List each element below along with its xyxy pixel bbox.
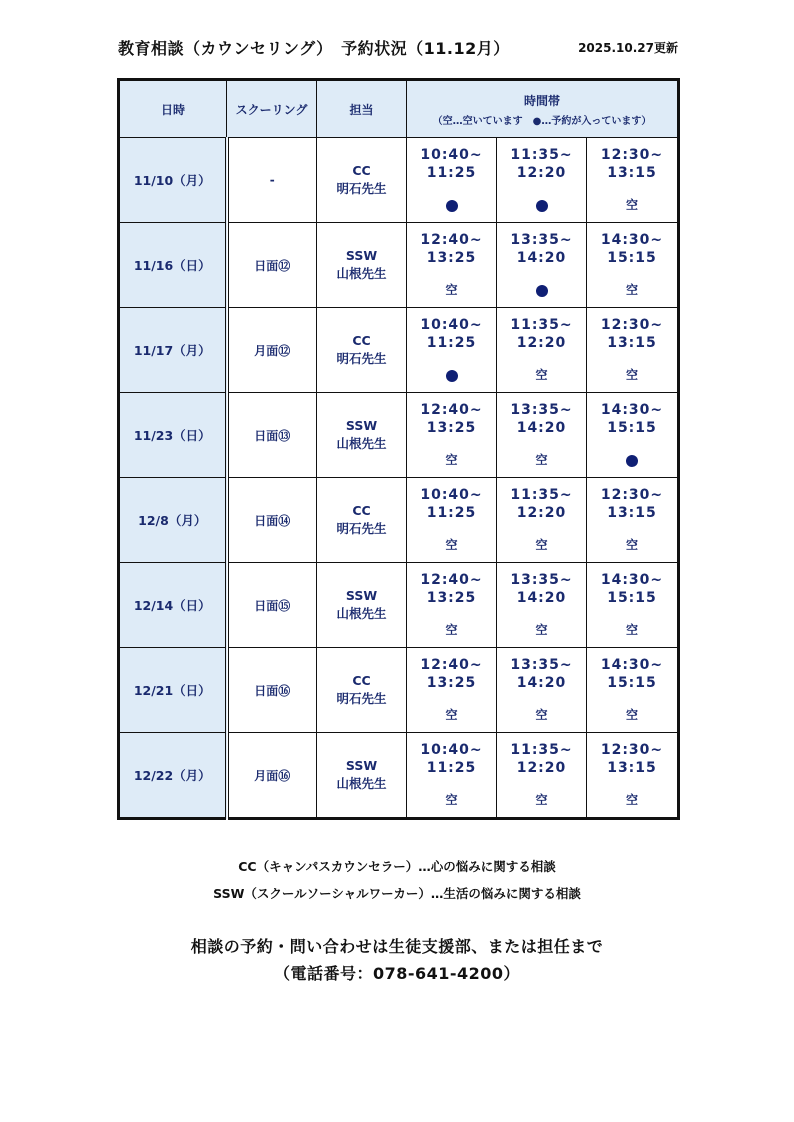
staff-name: 山根先生: [336, 266, 387, 281]
staff-name: 明石先生: [336, 691, 387, 706]
contact-line: 相談の予約・問い合わせは生徒支援部、または担任まで: [190, 937, 604, 956]
cell-staff: [317, 733, 407, 819]
booked-dot-icon: [536, 200, 548, 212]
slot-time: [407, 741, 496, 777]
slot-start: 12:30~: [600, 742, 664, 758]
slot-time: [497, 741, 586, 777]
staff-type: CC: [352, 333, 371, 348]
cell-time-slot: [497, 563, 587, 648]
slot-status-booked: [407, 197, 496, 213]
cell-schooling: 日面⑯: [227, 648, 317, 733]
slot-time: [497, 571, 586, 607]
cell-time-slot: [497, 223, 587, 308]
cell-time-slot: [587, 138, 679, 223]
staff-type: SSW: [345, 758, 378, 773]
slot-time: [497, 316, 586, 352]
slot-time: [497, 146, 586, 182]
cell-date: 12/21（日）: [119, 648, 227, 733]
slot-end: 15:15: [607, 250, 657, 266]
slot-time: [587, 486, 677, 522]
slot-time: [407, 146, 496, 182]
cell-time-slot: [497, 733, 587, 819]
col-header-schooling: スクーリング: [227, 80, 317, 138]
slot-end: 13:15: [607, 335, 657, 351]
slot-end: 13:25: [426, 250, 477, 266]
cell-schooling: 日面⑫: [227, 223, 317, 308]
slot-status-open: 空: [445, 453, 458, 467]
slot-end: 13:15: [607, 165, 657, 181]
slot-time: [407, 571, 496, 607]
booked-dot-icon: [536, 285, 548, 297]
slot-end: 14:20: [516, 420, 567, 436]
staff-type: CC: [352, 673, 371, 688]
booked-dot-icon: [446, 200, 458, 212]
cell-schooling: 日面⑬: [227, 393, 317, 478]
cell-time-slot: [587, 478, 679, 563]
slot-status-open: 空: [535, 453, 548, 467]
slot-time: [407, 231, 496, 267]
table-row: [119, 733, 679, 819]
cell-time-slot: [407, 138, 497, 223]
slot-end: 14:20: [516, 675, 567, 691]
table-row: [119, 138, 679, 223]
slot-start: 10:40~: [420, 742, 483, 758]
slot-time: [497, 656, 586, 692]
slot-status-open: 空: [445, 623, 458, 637]
schedule-table: [117, 78, 680, 820]
slot-start: 14:30~: [600, 232, 664, 248]
cell-schooling: 日面⑮: [227, 563, 317, 648]
cell-time-slot: [407, 648, 497, 733]
slot-time: [497, 401, 586, 437]
cell-time-slot: [407, 563, 497, 648]
slot-time: [407, 401, 496, 437]
slot-time: [587, 316, 677, 352]
cell-time-slot: [497, 478, 587, 563]
slot-status-open: 空: [535, 708, 548, 722]
staff-type: CC: [352, 163, 371, 178]
cell-date: 11/17（月）: [119, 308, 227, 393]
slot-end: 11:25: [426, 165, 477, 181]
slot-status-booked: [587, 452, 677, 468]
slot-start: 11:35~: [510, 487, 573, 503]
slot-end: 13:25: [426, 675, 477, 691]
status-legend: （空…空いています ●…予約が入っています）: [432, 115, 652, 127]
title-row: [118, 36, 678, 60]
staff-type: CC: [352, 503, 371, 518]
table-body: [119, 138, 679, 819]
slot-status-open: 空: [535, 793, 548, 807]
slot-time: [407, 486, 496, 522]
slot-status-open: 空: [625, 708, 638, 722]
slot-status-open: 空: [625, 368, 638, 382]
cell-staff: [317, 138, 407, 223]
slot-time: [407, 316, 496, 352]
slot-start: 12:30~: [600, 487, 664, 503]
updated-date: 2025.10.27更新: [578, 41, 678, 55]
staff-name: 山根先生: [336, 436, 387, 451]
cell-date: 11/23（日）: [119, 393, 227, 478]
slot-start: 10:40~: [420, 487, 483, 503]
cell-time-slot: [587, 308, 679, 393]
col-header-time-label: 時間帯: [523, 93, 560, 108]
cell-time-slot: [497, 308, 587, 393]
cell-staff: [317, 478, 407, 563]
slot-end: 12:20: [516, 760, 567, 776]
cell-time-slot: [407, 393, 497, 478]
slot-end: 11:25: [426, 505, 477, 521]
slot-end: 14:20: [516, 590, 567, 606]
slot-status-open: 空: [625, 623, 638, 637]
cell-date: 11/10（月）: [119, 138, 227, 223]
slot-time: [587, 656, 677, 692]
staff-name: 明石先生: [336, 521, 387, 536]
slot-status-open: 空: [625, 538, 638, 552]
col-header-date: 日時: [119, 80, 227, 138]
cell-staff: [317, 223, 407, 308]
staff-type: SSW: [345, 418, 378, 433]
slot-end: 13:15: [607, 760, 657, 776]
table-header-row: [119, 80, 679, 138]
table-row: [119, 478, 679, 563]
staff-type: SSW: [345, 248, 378, 263]
booked-dot-icon: [446, 370, 458, 382]
slot-start: 12:40~: [420, 232, 483, 248]
slot-end: 13:25: [426, 420, 477, 436]
slot-status-open: 空: [535, 538, 548, 552]
slot-status-open: 空: [535, 368, 548, 382]
slot-start: 12:40~: [420, 572, 483, 588]
cell-time-slot: [497, 138, 587, 223]
cell-date: 11/16（日）: [119, 223, 227, 308]
slot-status-booked: [407, 367, 496, 383]
slot-start: 12:40~: [420, 402, 483, 418]
cell-time-slot: [407, 478, 497, 563]
slot-time: [587, 231, 677, 267]
slot-status-open: 空: [535, 623, 548, 637]
col-header-staff: 担当: [317, 80, 407, 138]
slot-time: [407, 656, 496, 692]
cell-time-slot: [587, 223, 679, 308]
slot-start: 14:30~: [600, 572, 664, 588]
slot-status-booked: [497, 197, 586, 213]
cell-staff: [317, 648, 407, 733]
slot-status-open: 空: [625, 198, 638, 212]
slot-time: [587, 146, 677, 182]
slot-end: 13:15: [607, 505, 657, 521]
cell-time-slot: [497, 648, 587, 733]
slot-start: 12:40~: [420, 657, 483, 673]
slot-start: 13:35~: [510, 572, 573, 588]
slot-start: 13:35~: [510, 402, 573, 418]
page-title: 教育相談（カウンセリング） 予約状況（11.12月）: [118, 39, 510, 58]
slot-status-open: 空: [445, 708, 458, 722]
slot-end: 15:15: [607, 420, 657, 436]
slot-start: 13:35~: [510, 232, 573, 248]
slot-end: 12:20: [516, 505, 567, 521]
cell-time-slot: [407, 733, 497, 819]
cell-date: 12/14（日）: [119, 563, 227, 648]
slot-status-open: 空: [625, 793, 638, 807]
slot-start: 12:30~: [600, 147, 664, 163]
slot-status-open: 空: [445, 538, 458, 552]
cell-time-slot: [407, 308, 497, 393]
slot-time: [587, 741, 677, 777]
booked-dot-icon: [626, 455, 638, 467]
table-row: [119, 223, 679, 308]
slot-start: 14:30~: [600, 657, 664, 673]
staff-name: 山根先生: [336, 776, 387, 791]
staff-name: 明石先生: [336, 351, 387, 366]
note-cc: CC（キャンパスカウンセラー）…心の悩みに関する相談: [238, 859, 556, 874]
table-row: [119, 648, 679, 733]
cell-schooling: 月面⑯: [227, 733, 317, 819]
col-header-time: [407, 80, 679, 138]
slot-time: [497, 486, 586, 522]
cell-time-slot: [587, 733, 679, 819]
cell-date: 12/22（月）: [119, 733, 227, 819]
slot-status-open: 空: [625, 283, 638, 297]
slot-end: 15:15: [607, 590, 657, 606]
slot-start: 10:40~: [420, 147, 483, 163]
slot-start: 14:30~: [600, 402, 664, 418]
cell-schooling: 日面⑭: [227, 478, 317, 563]
cell-date: 12/8（月）: [119, 478, 227, 563]
contact-phone: （電話番号：078-641-4200）: [273, 964, 521, 983]
cell-staff: [317, 308, 407, 393]
cell-staff: [317, 393, 407, 478]
slot-status-open: 空: [445, 283, 458, 297]
cell-schooling: -: [227, 138, 317, 223]
slot-status-booked: [497, 282, 586, 298]
cell-time-slot: [587, 563, 679, 648]
slot-end: 15:15: [607, 675, 657, 691]
staff-name: 山根先生: [336, 606, 387, 621]
slot-time: [497, 231, 586, 267]
table-row: [119, 393, 679, 478]
slot-end: 11:25: [426, 335, 477, 351]
cell-time-slot: [407, 223, 497, 308]
slot-start: 12:30~: [600, 317, 664, 333]
table-row: [119, 308, 679, 393]
slot-end: 13:25: [426, 590, 477, 606]
slot-end: 14:20: [516, 250, 567, 266]
slot-start: 11:35~: [510, 147, 573, 163]
table-row: [119, 563, 679, 648]
slot-start: 11:35~: [510, 317, 573, 333]
slot-time: [587, 401, 677, 437]
staff-name: 明石先生: [336, 181, 387, 196]
cell-time-slot: [587, 648, 679, 733]
staff-type: SSW: [345, 588, 378, 603]
cell-time-slot: [587, 393, 679, 478]
cell-time-slot: [497, 393, 587, 478]
slot-end: 12:20: [516, 335, 567, 351]
slot-end: 12:20: [516, 165, 567, 181]
cell-schooling: 月面⑫: [227, 308, 317, 393]
slot-end: 11:25: [426, 760, 477, 776]
slot-start: 11:35~: [510, 742, 573, 758]
cell-staff: [317, 563, 407, 648]
slot-time: [587, 571, 677, 607]
note-ssw: SSW（スクールソーシャルワーカー）…生活の悩みに関する相談: [213, 886, 581, 901]
slot-start: 10:40~: [420, 317, 483, 333]
slot-status-open: 空: [445, 793, 458, 807]
slot-start: 13:35~: [510, 657, 573, 673]
